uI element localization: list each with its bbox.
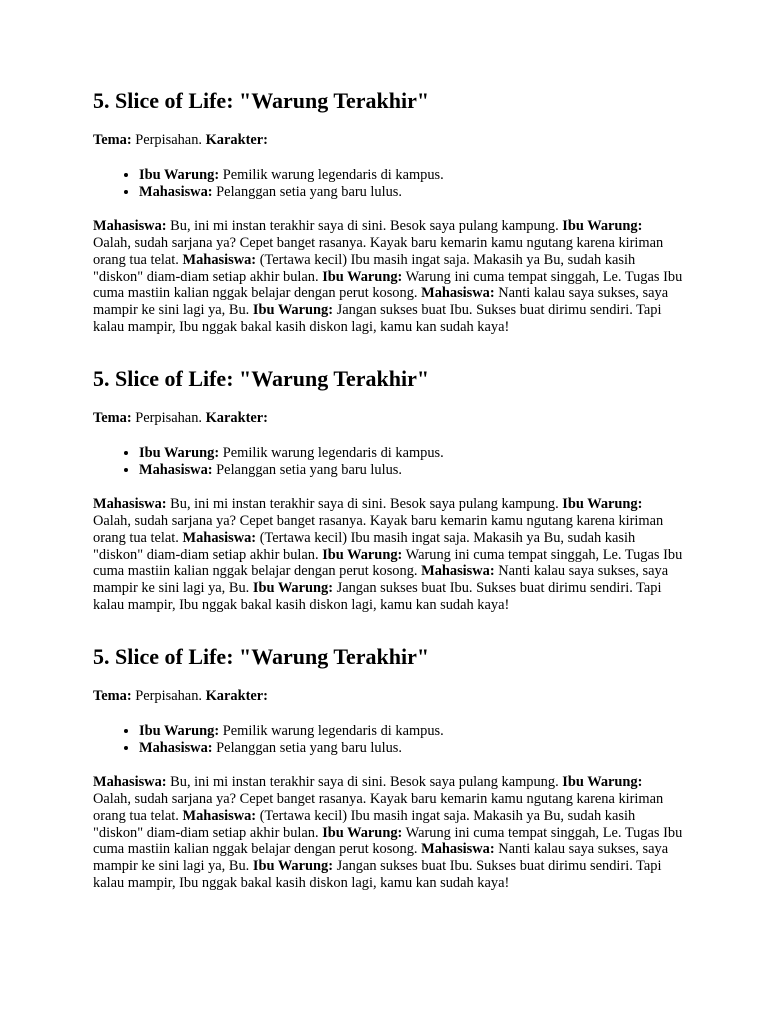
speaker: Ibu Warung: (562, 774, 643, 791)
character-name: Mahasiswa: (139, 461, 213, 478)
dialogue-line: Jangan sukses buat Ibu. Sukses buat dirimu sendiri. Tapi kalau mampir, Ibu nggak bakal kasih diskon lagi, kamu kan sudah kaya! (93, 302, 662, 335)
dialogue-paragraph (93, 774, 683, 892)
dialogue-paragraph (93, 218, 683, 336)
character-item (139, 462, 683, 479)
speaker: Mahasiswa: (182, 251, 257, 268)
dialogue-line: Oalah, sudah sarjana ya? Cepet banget rasanya. Kayak baru kemarin kamu ngutang karena kiriman orang tua telat. (93, 234, 664, 268)
character-desc: Pemilik warung legendaris di kampus. (222, 723, 444, 739)
character-desc: Pemilik warung legendaris di kampus. (222, 167, 444, 183)
speaker: Mahasiswa: (421, 841, 495, 858)
dialogue-line: Warung ini cuma tempat singgah, Le. Tugas Ibu cuma mastiin kalian nggak belajar dengan perut kosong. (93, 546, 683, 580)
dialogue-line: (Tertawa kecil) Ibu masih ingat saja. Makasih ya Bu, sudah kasih "diskon" diam-diam setiap akhir bulan. (93, 251, 636, 285)
character-name: Ibu Warung: (139, 445, 220, 461)
character-list (93, 167, 683, 200)
speaker: Ibu Warung: (252, 858, 334, 875)
tema-value: Perpisahan. (135, 688, 202, 704)
dialogue-line: Nanti kalau saya sukses, saya mampir ke sini lagi ya, Bu. (93, 285, 669, 319)
tema-label: Tema: (93, 132, 132, 148)
speaker: Ibu Warung: (322, 824, 403, 841)
dialogue-line: Oalah, sudah sarjana ya? Cepet banget rasanya. Kayak baru kemarin kamu ngutang karena kiriman orang tua telat. (93, 790, 664, 824)
karakter-label: Karakter: (205, 410, 268, 426)
tema-label: Tema: (93, 688, 132, 704)
speaker: Mahasiswa: (93, 218, 167, 235)
section-meta (93, 410, 683, 427)
dialogue-line: Jangan sukses buat Ibu. Sukses buat dirimu sendiri. Tapi kalau mampir, Ibu nggak bakal kasih diskon lagi, kamu kan sudah kaya! (93, 858, 662, 891)
character-desc: Pemilik warung legendaris di kampus. (222, 445, 444, 461)
dialogue-paragraph (93, 496, 683, 614)
dialogue-line: (Tertawa kecil) Ibu masih ingat saja. Makasih ya Bu, sudah kasih "diskon" diam-diam setiap akhir bulan. (93, 807, 636, 841)
character-item (139, 167, 683, 184)
speaker: Mahasiswa: (93, 774, 167, 791)
speaker: Mahasiswa: (93, 496, 167, 513)
character-item (139, 184, 683, 201)
character-name: Mahasiswa: (139, 739, 213, 756)
speaker: Ibu Warung: (562, 496, 643, 513)
character-name: Mahasiswa: (139, 183, 213, 200)
speaker: Ibu Warung: (252, 302, 334, 319)
dialogue-line: Nanti kalau saya sukses, saya mampir ke sini lagi ya, Bu. (93, 563, 669, 597)
section-meta (93, 688, 683, 705)
tema-value: Perpisahan. (135, 410, 202, 426)
dialogue-line: Oalah, sudah sarjana ya? Cepet banget rasanya. Kayak baru kemarin kamu ngutang karena kiriman orang tua telat. (93, 512, 664, 546)
character-name: Ibu Warung: (139, 167, 220, 183)
character-name: Ibu Warung: (139, 723, 220, 739)
dialogue-line: (Tertawa kecil) Ibu masih ingat saja. Makasih ya Bu, sudah kasih "diskon" diam-diam setiap akhir bulan. (93, 529, 636, 563)
dialogue-line: Nanti kalau saya sukses, saya mampir ke sini lagi ya, Bu. (93, 841, 669, 875)
speaker: Ibu Warung: (322, 546, 403, 563)
dialogue-line: Warung ini cuma tempat singgah, Le. Tugas Ibu cuma mastiin kalian nggak belajar dengan perut kosong. (93, 824, 683, 858)
speaker: Ibu Warung: (252, 580, 334, 597)
speaker: Ibu Warung: (322, 268, 403, 285)
story-section (93, 366, 683, 614)
dialogue-line: Bu, ini mi instan terakhir saya di sini. Besok saya pulang kampung. (170, 218, 559, 235)
speaker: Mahasiswa: (421, 285, 495, 302)
character-item (139, 445, 683, 462)
character-list (93, 723, 683, 756)
story-section (93, 88, 683, 336)
karakter-label: Karakter: (205, 688, 268, 704)
character-item (139, 740, 683, 757)
karakter-label: Karakter: (205, 132, 268, 148)
tema-value: Perpisahan. (135, 132, 202, 148)
section-title: 5. Slice of Life: "Warung Terakhir" (93, 88, 430, 113)
story-section (93, 644, 683, 892)
tema-label: Tema: (93, 410, 132, 426)
character-desc: Pelanggan setia yang baru lulus. (216, 183, 403, 200)
character-desc: Pelanggan setia yang baru lulus. (216, 739, 403, 756)
section-meta (93, 132, 683, 149)
section-title: 5. Slice of Life: "Warung Terakhir" (93, 644, 430, 669)
speaker: Mahasiswa: (182, 529, 257, 546)
speaker: Mahasiswa: (182, 807, 257, 824)
speaker: Mahasiswa: (421, 563, 495, 580)
dialogue-line: Warung ini cuma tempat singgah, Le. Tugas Ibu cuma mastiin kalian nggak belajar dengan perut kosong. (93, 268, 683, 302)
character-item (139, 723, 683, 740)
character-desc: Pelanggan setia yang baru lulus. (216, 461, 403, 478)
speaker: Ibu Warung: (562, 218, 643, 235)
character-list (93, 445, 683, 478)
dialogue-line: Jangan sukses buat Ibu. Sukses buat dirimu sendiri. Tapi kalau mampir, Ibu nggak bakal kasih diskon lagi, kamu kan sudah kaya! (93, 580, 662, 613)
dialogue-line: Bu, ini mi instan terakhir saya di sini. Besok saya pulang kampung. (170, 496, 559, 513)
dialogue-line: Bu, ini mi instan terakhir saya di sini. Besok saya pulang kampung. (170, 774, 559, 791)
section-title: 5. Slice of Life: "Warung Terakhir" (93, 366, 430, 391)
